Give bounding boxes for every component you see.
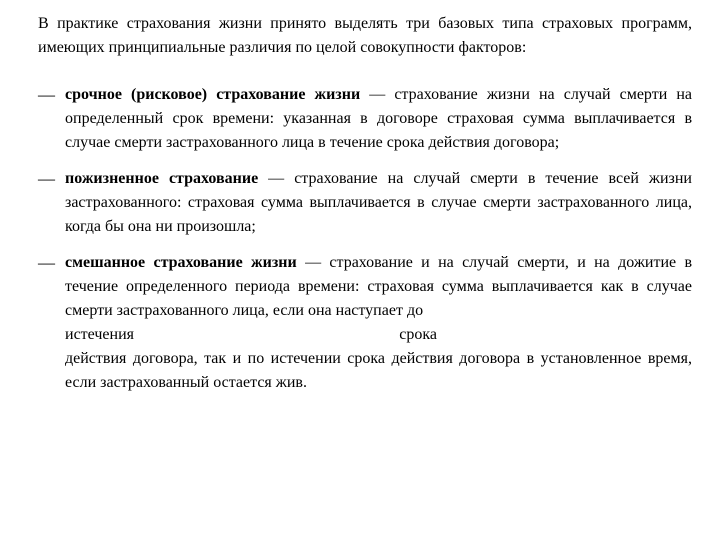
dash-marker: — bbox=[38, 169, 55, 188]
term-endowment-insurance: смешанное страхование жизни bbox=[65, 254, 297, 271]
definition-endowment-ending: действия договора, так и по истечении срока действия договора в установленное время, если застрахованный остается жив. bbox=[65, 350, 692, 391]
split-left-word: истечения bbox=[65, 326, 134, 343]
list-item bbox=[38, 167, 692, 239]
dash-marker: — bbox=[38, 85, 55, 104]
term-fixed-term-insurance: срочное (рисковое) страхование жизни bbox=[65, 86, 361, 103]
definition-fixed-term-insurance: — страхование жизни на случай смерти на определенный срок времени: указанная в договоре страховая сумма выплачивается в случае смерти застрахованного лица в течение срока действия договора; bbox=[65, 86, 693, 151]
intro-paragraph: В практике страхования жизни принято выделять три базовых типа страховых программ, имеющих принципиальные различия по целой совокупности факторов: bbox=[38, 15, 692, 56]
dash-marker: — bbox=[38, 253, 55, 272]
definition-whole-life-insurance: — страхование на случай смерти в течение всей жизни застрахованного: страховая сумма выплачивается в случае смерти застрахованного лица, когда бы она ни произошла; bbox=[65, 170, 692, 235]
list-item bbox=[38, 83, 692, 155]
list-item bbox=[38, 251, 692, 395]
document-page bbox=[38, 12, 692, 395]
split-text-line bbox=[65, 323, 692, 347]
definition-endowment-insurance: — страхование и на случай смерти, и на дожитие в течение определенного периода времени: страховая сумма выплачивается как в случае смерти застрахованного лица, если она наступает до bbox=[65, 254, 692, 319]
term-whole-life-insurance: пожизненное страхование bbox=[65, 170, 259, 187]
split-right-word: срока bbox=[399, 326, 437, 343]
insurance-types-list bbox=[38, 83, 692, 395]
